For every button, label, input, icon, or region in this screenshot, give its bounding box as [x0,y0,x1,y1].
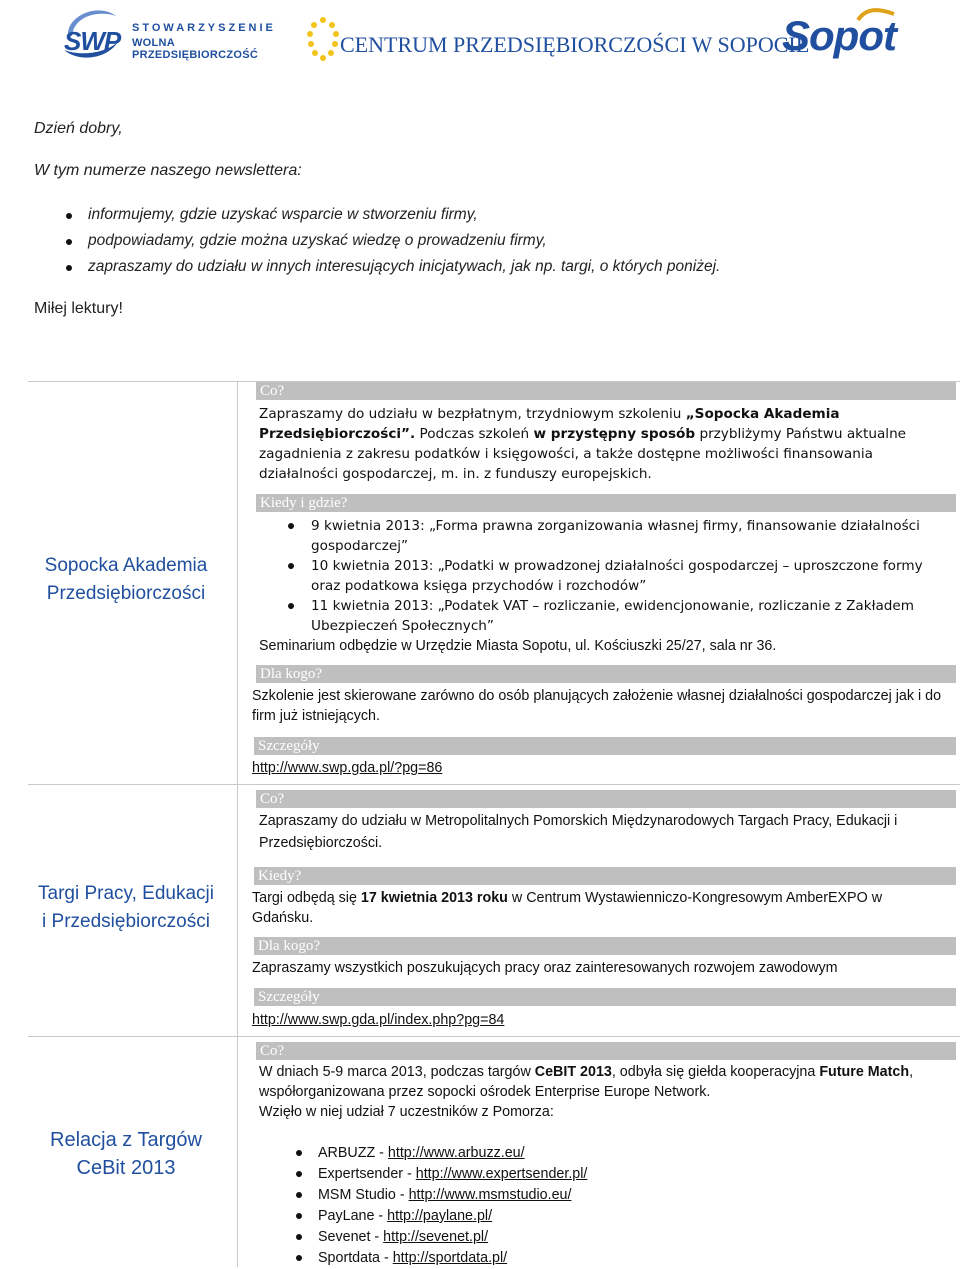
list-item [288,1248,587,1269]
body-text: , współorganizowana przez sopocki ośrodek Enterprise Europe Network. [259,1064,914,1100]
column-divider [237,381,238,1267]
details-link[interactable]: http://www.swp.gda.pl/?pg=86 [252,760,443,776]
body-text: Zapraszamy do udziału w bezpłatnym, trzydniowym szkoleniu [259,406,686,422]
list-item: 9 kwietnia 2013: „Forma prawna zorganizowania własnej firmy, finansowanie działalności gospodarczej” [281,516,953,556]
section-title-line: Sopocka Akademia [44,555,208,576]
list-item: zapraszamy do udziału w innych interesujących inicjatywach, jak np. targi, o których poniżej. [60,258,720,284]
sun-icon [306,14,340,70]
companies-list [288,1143,587,1269]
co-text [259,1062,949,1102]
list-item [288,1206,587,1227]
list-item [288,1143,587,1164]
company-name: Sevenet - [318,1229,384,1245]
body-text: w Centrum Wystawienniczo-Kongresowym AmberEXPO w Gdańsku. [252,890,883,926]
body-text: , odbyła się giełda kooperacyjna [611,1064,820,1080]
body-text: W dniach 5-9 marca 2013, podczas targów [259,1064,535,1080]
label-dla-kogo: Dla kogo? [256,665,956,683]
details-link[interactable]: http://www.swp.gda.pl/index.php?pg=84 [252,1012,505,1028]
when-text [252,888,912,928]
company-link[interactable]: http://www.msmstudio.eu/ [408,1187,572,1203]
company-link[interactable]: http://www.arbuzz.eu/ [387,1145,525,1161]
company-name: Expertsender - [318,1166,416,1182]
venue-text: Seminarium odbędzie w Urzędzie Miasta Sopotu, ul. Kościuszki 25/27, sala nr 36. [259,638,777,654]
section-title-line: Przedsiębiorczości [46,583,206,604]
divider [28,1036,960,1037]
body-bold: CeBIT 2013 [534,1064,612,1080]
swp-logo [58,4,278,70]
schedule-list [281,516,953,636]
centrum-logo-text: CENTRUM PRZEDSIĘBIORCZOŚCI W SOPOCIE [340,32,810,57]
label-kiedy: Kiedy? [254,867,956,885]
swp-logo-text: SWP [64,26,121,56]
body-text: przybliżymy Państwu aktualne zagadnienia z zakresu podatków i księgowości, a także dostępne możliwości finansowania działalności gospodarczej, m. in. z funduszy europejskich. [259,426,907,482]
label-co: Co? [256,790,956,808]
list-item [288,1227,587,1248]
list-item: podpowiadamy, gdzie można uzyskać wiedzę o prowadzeniu firmy, [60,232,720,258]
intro-lead: W tym numerze naszego newslettera: [34,162,302,179]
swp-org-line1: STOWARZYSZENIE [132,22,276,34]
list-item [288,1185,587,1206]
label-dla-kogo: Dla kogo? [254,937,956,955]
section-title-line: CeBit 2013 [76,1157,176,1179]
body-bold: „Sopocka Akademia Przedsiębiorczości”. [259,406,840,442]
section-title-targi [28,880,224,936]
list-item: 10 kwietnia 2013: „Podatki w prowadzonej działalności gospodarczej – uproszczone formy oraz podatkowa księga przychodów i rozchodów” [281,556,953,596]
body-bold: w przystępny sposób [533,426,696,442]
list-item: informujemy, gdzie uzyskać wsparcie w stworzeniu firmy, [60,206,720,232]
intro-list [60,206,720,284]
centrum-logo [306,14,810,70]
label-co: Co? [256,1042,956,1060]
co-text: Zapraszamy do udziału w Metropolitalnych Pomorskich Międzynarodowych Targach Pracy, Edukacji i Przedsiębiorczości. [259,813,898,851]
company-link[interactable]: http://sportdata.pl/ [392,1250,508,1266]
section-title-akademia [28,552,224,608]
section-title-line: Targi Pracy, Edukacji [38,883,214,904]
section-title-cebit [28,1126,224,1182]
sopot-logo-text: Sopot [782,12,896,59]
list-item: 11 kwietnia 2013: „Podatek VAT – rozliczanie, ewidencjonowanie, rozliczanie z Zakładem Ubezpieczeń Społecznych” [281,596,953,636]
company-link[interactable]: http://paylane.pl/ [387,1208,493,1224]
company-link[interactable]: http://www.expertsender.pl/ [415,1166,588,1182]
company-name: ARBUZZ - [318,1145,388,1161]
body-text: Podczas szkoleń [415,426,534,442]
company-name: MSM Studio - [318,1187,409,1203]
list-item [288,1164,587,1185]
swp-org-line2: WOLNA PRZEDSIĘBIORCZOŚĆ [132,37,259,61]
sopot-wave-icon [856,6,896,26]
section-body [259,404,955,484]
who-text: Szkolenie jest skierowane zarówno do osób planujących założenie własnej działalności gospodarczej jak i do firm już istniejących. [252,688,942,724]
body-bold: Future Match [819,1064,910,1080]
sopot-logo [782,4,898,68]
label-szczegoly: Szczegóły [254,988,956,1006]
label-kiedy-gdzie: Kiedy i gdzie? [256,494,956,512]
label-szczegoly: Szczegóły [254,737,956,755]
who-text: Zapraszamy wszystkich poszukujących pracy oraz zainteresowanych rozwojem zawodowym [252,960,838,976]
company-name: Sportdata - [318,1250,393,1266]
body-text: Targi odbędą się [252,890,361,906]
closing-text: Miłej lektury! [34,300,123,317]
participants-lead: Wzięło w niej udział 7 uczestników z Pomorza: [259,1104,554,1120]
company-name: PayLane - [318,1208,388,1224]
divider [28,784,960,785]
section-title-line: Relacja z Targów [50,1129,202,1151]
section-title-line: i Przedsiębiorczości [42,911,210,932]
body-bold: 17 kwietnia 2013 roku [360,890,508,906]
company-link[interactable]: http://sevenet.pl/ [383,1229,489,1245]
label-co: Co? [256,382,956,400]
greeting: Dzień dobry, [34,120,123,137]
